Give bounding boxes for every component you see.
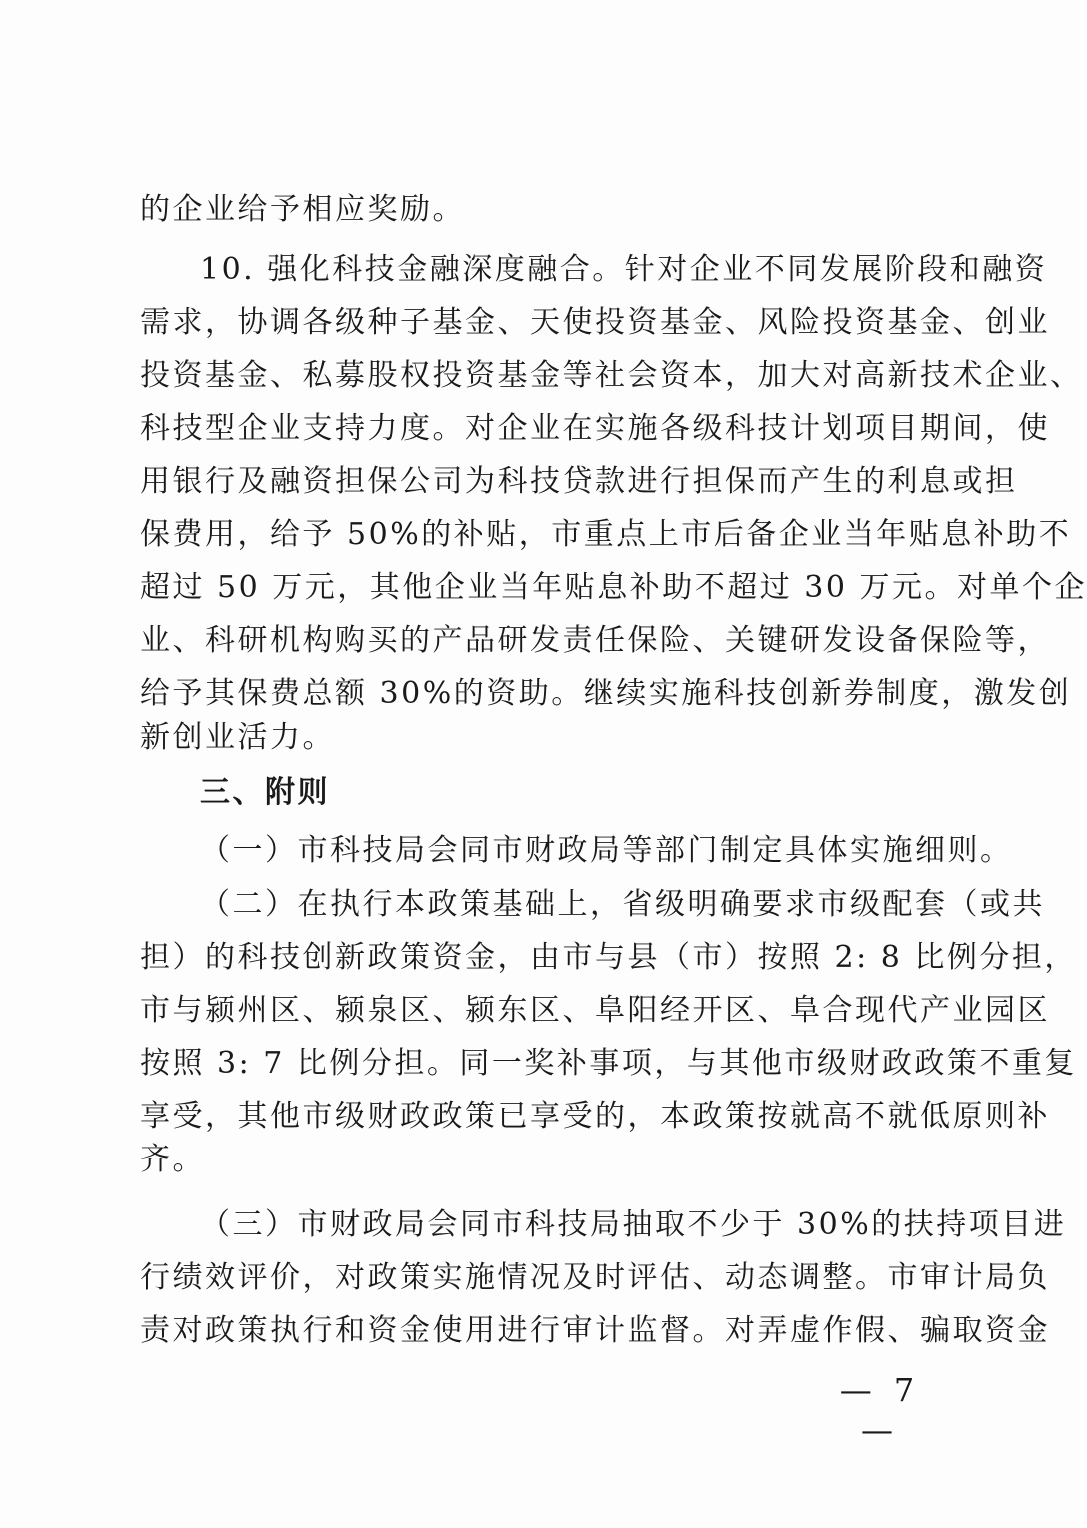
paragraph-line-10: 给予其保费总额 30%的资助。继续实施科技创新券制度，激发创	[140, 676, 1072, 711]
paragraph-line-14: （二）在执行本政策基础上，省级明确要求市级配套（或共	[200, 887, 1045, 922]
paragraph-line-17: 按照 3: 7 比例分担。同一奖补事项，与其他市级财政政策不重复	[140, 1046, 1077, 1081]
section-heading: 三、附则	[200, 775, 330, 810]
paragraph-line-22: 责对政策执行和资金使用进行审计监督。对弄虚作假、骗取资金	[140, 1313, 1050, 1348]
paragraph-line-2: 10. 强化科技金融深度融合。针对企业不同发展阶段和融资	[200, 252, 1048, 287]
paragraph-line-11: 新创业活力。	[140, 720, 335, 755]
paragraph-line-21: 行绩效评价，对政策实施情况及时评估、动态调整。市审计局负	[140, 1260, 1050, 1295]
paragraph-line-16: 市与颍州区、颍泉区、颍东区、阜阳经开区、阜合现代产业园区	[140, 993, 1050, 1028]
paragraph-line-15: 担）的科技创新政策资金，由市与县（市）按照 2: 8 比例分担，	[140, 940, 1077, 975]
paragraph-line-1: 的企业给予相应奖励。	[140, 192, 465, 227]
page-number: — 7 —	[839, 1371, 921, 1449]
paragraph-line-18: 享受，其他市级财政政策已享受的，本政策按就高不就低原则补	[140, 1099, 1050, 1134]
paragraph-line-19: 齐。	[140, 1142, 205, 1177]
paragraph-line-7: 保费用，给予 50%的补贴，市重点上市后备企业当年贴息补助不	[140, 517, 1072, 552]
paragraph-line-20: （三）市财政局会同市科技局抽取不少于 30%的扶持项目进	[200, 1207, 1067, 1242]
paragraph-line-8: 超过 50 万元，其他企业当年贴息补助不超过 30 万元。对单个企	[140, 570, 1087, 605]
paragraph-line-13: （一）市科技局会同市财政局等部门制定具体实施细则。	[200, 833, 1013, 868]
paragraph-line-3: 需求，协调各级种子基金、天使投资基金、风险投资基金、创业	[140, 305, 1050, 340]
paragraph-line-6: 用银行及融资担保公司为科技贷款进行担保而产生的利息或担	[140, 464, 1018, 499]
paragraph-line-9: 业、科研机构购买的产品研发责任保险、关键研发设备保险等，	[140, 623, 1050, 658]
paragraph-line-4: 投资基金、私募股权投资基金等社会资本，加大对高新技术企业、	[140, 358, 1083, 393]
paragraph-line-5: 科技型企业支持力度。对企业在实施各级科技计划项目期间，使	[140, 411, 1050, 446]
